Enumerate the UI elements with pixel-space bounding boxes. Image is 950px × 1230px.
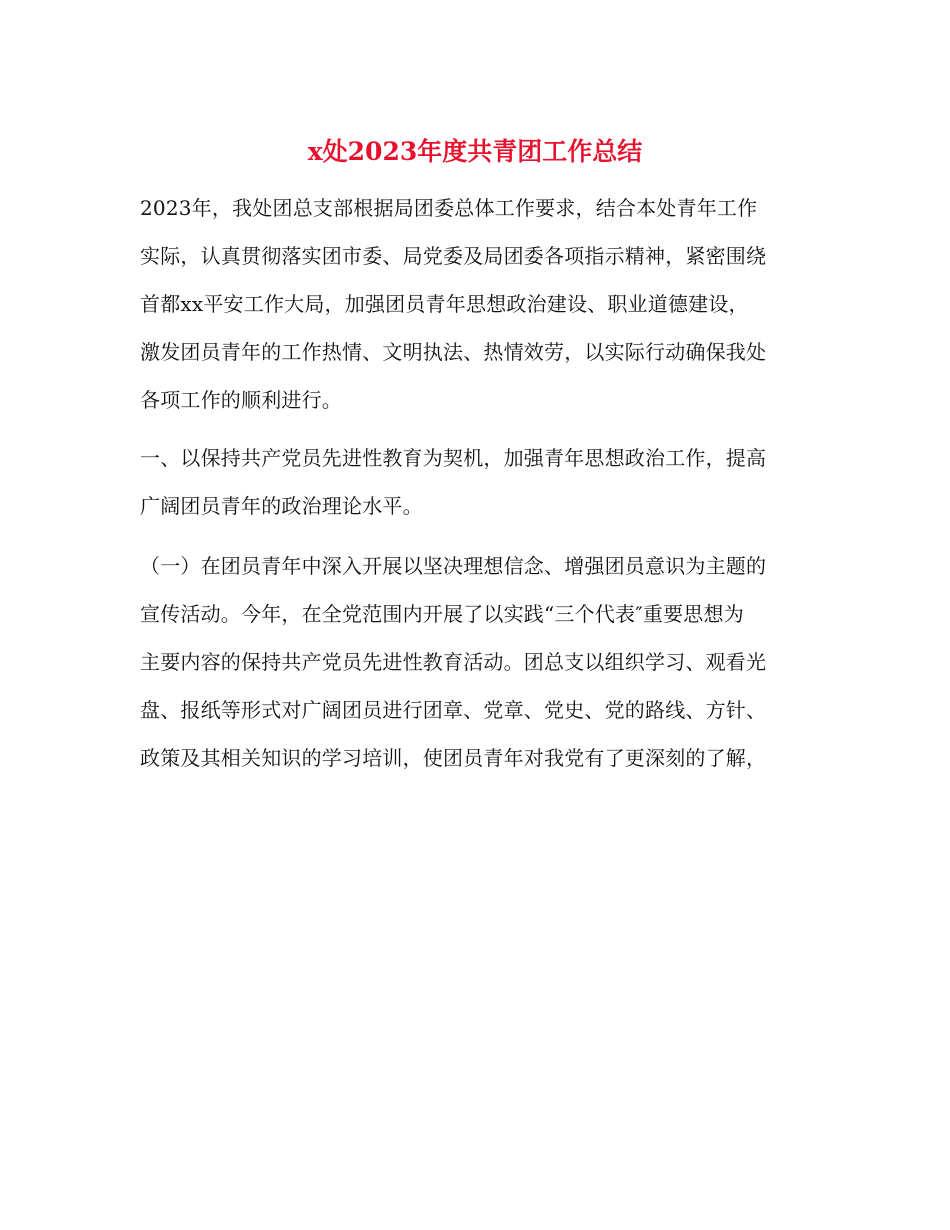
text-line: 广阔团员青年的政治理论水平。 xyxy=(140,494,423,518)
text-line: 盘、报纸等形式对广阔团员进行团章、党章、党史、党的路线、方针、 xyxy=(140,698,767,722)
text-line: 政策及其相关知识的学习培训，使团员青年对我党有了更深刻的了解， xyxy=(140,746,767,770)
text-line: 宣传活动。今年，在全党范围内开展了以实践“三个代表″重要思想为 xyxy=(140,602,744,626)
text-line: 激发团员青年的工作热情、文明执法、热情效劳，以实际行动确保我处 xyxy=(140,340,767,364)
text-line: 各项工作的顺利进行。 xyxy=(140,388,342,412)
text-line: 主要内容的保持共产党员先进性教育活动。团总支以组织学习、观看光 xyxy=(140,650,767,674)
text-line: （一）在团员青年中深入开展以坚决理想信念、增强团员意识为主题的 xyxy=(140,554,767,578)
paragraph-subsection-1 xyxy=(140,542,815,782)
text-line: 2023年，我处团总支部根据局团委总体工作要求，结合本处青年工作 xyxy=(140,196,758,220)
document-body xyxy=(140,184,815,782)
document-title: x处2023年度共青团工作总结 xyxy=(307,137,643,166)
text-line: 首都xx平安工作大局，加强团员青年思想政治建设、职业道德建设， xyxy=(140,292,749,316)
text-line: 一、以保持共产党员先进性教育为契机，加强青年思想政治工作，提高 xyxy=(140,446,767,470)
text-line: 实际，认真贯彻落实团市委、局党委及局团委各项指示精神，紧密围绕 xyxy=(140,244,767,268)
paragraph-section-1 xyxy=(140,434,815,530)
paragraph-intro xyxy=(140,184,815,424)
